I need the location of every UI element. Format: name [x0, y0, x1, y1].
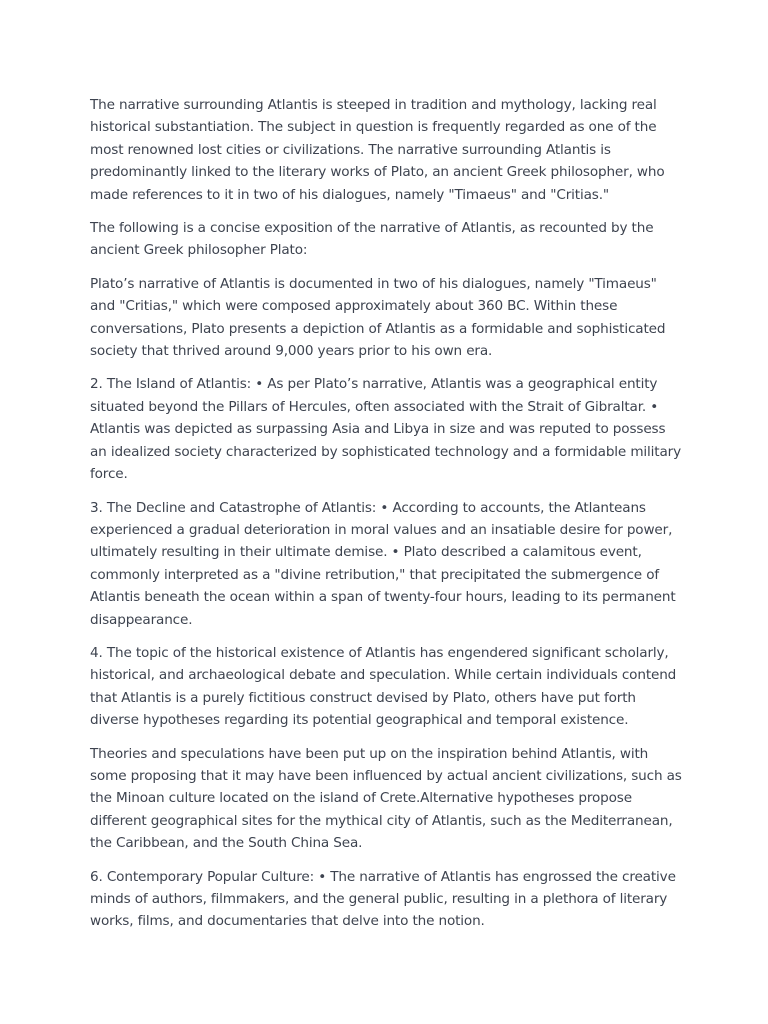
paragraph-island-of-atlantis: 2. The Island of Atlantis: • As per Plato’s narrative, Atlantis was a geographical entity situated beyond the Pillars of Hercules, often associated with the Strait of Gibraltar. • Atlantis was depicted as surpassing Asia and Libya in size and was reputed to possess an idealized society characterized by sophisticated technology and a formidable military force. [90, 376, 681, 483]
paragraph-historical-existence: 4. The topic of the historical existence of Atlantis has engendered significant scholarly, historical, and archaeological debate and speculation. While certain individuals contend that Atlantis is a purely fictitious construct devised by Plato, others have put forth diverse hypotheses regarding its potential geographical and temporal existence. [90, 644, 677, 729]
document-body [90, 94, 682, 944]
paragraph-plato-dialogues: Plato’s narrative of Atlantis is documented in two of his dialogues, namely "Timaeus" and "Critias," which were composed approximately about 360 BC. Within these conversations, Plato presents a depiction of Atlantis as a formidable and sophisticated society that thrived around 9,000 years prior to his own era. [90, 275, 666, 360]
paragraph-popular-culture: 6. Contemporary Popular Culture: • The narrative of Atlantis has engrossed the creative minds of authors, filmmakers, and the general public, resulting in a plethora of literary works, films, and documentaries that delve into the notion. [90, 868, 676, 930]
paragraph-exposition-intro: The following is a concise exposition of the narrative of Atlantis, as recounted by the ancient Greek philosopher Plato: [90, 220, 654, 259]
paragraph-intro: The narrative surrounding Atlantis is steeped in tradition and mythology, lacking real historical substantiation. The subject in question is frequently regarded as one of the most renowned lost cities or civilizations. The narrative surrounding Atlantis is predominantly linked to the literary works of Plato, an ancient Greek philosopher, who made references to it in two of his dialogues, namely "Timaeus" and "Critias." [90, 97, 665, 203]
paragraph-decline-catastrophe: 3. The Decline and Catastrophe of Atlantis: • According to accounts, the Atlanteans experienced a gradual deterioration in moral values and an insatiable desire for power, ultimately resulting in their ultimate demise. • Plato described a calamitous event, commonly interpreted as a "divine retribution," that precipitated the submergence of Atlantis beneath the ocean within a span of twenty-four hours, leading to its permanent disappearance. [90, 499, 676, 628]
paragraph-theories-speculations: Theories and speculations have been put up on the inspiration behind Atlantis, with some proposing that it may have been influenced by actual ancient civilizations, such as the Minoan culture located on the island of Crete.Alternative hypotheses propose different geographical sites for the mythical city of Atlantis, such as the Mediterranean, the Caribbean, and the South China Sea. [90, 745, 682, 852]
